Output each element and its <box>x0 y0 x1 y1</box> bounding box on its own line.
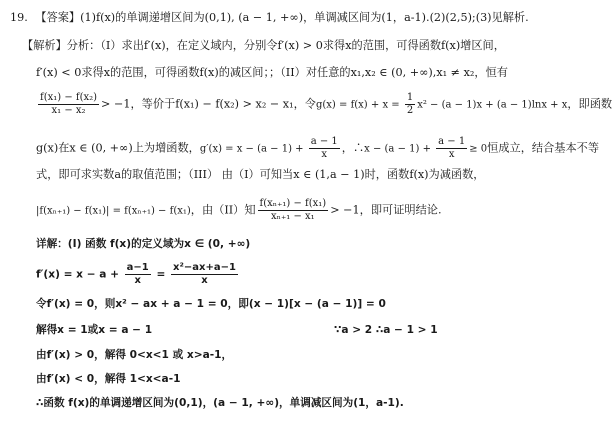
analysis-line-4 <box>36 136 599 161</box>
detail-conclusion: ∴函数 f(x)的单调递增区间为(0,1)，(a − 1, +∞)，单调减区间为(1，a-1). <box>36 397 404 409</box>
fraction-xn-quotient: $\frac{\text{f(xₙ₊₁) − f(x₁)}}{\text{xₙ₊₁ − x₁}}$ <box>259 198 327 222</box>
analysis-text-5: 式，即可求实数a的取值范围；（III） 由（I）可知当x ∈ (1,a − 1)时，函数f(x)为减函数， <box>36 168 485 181</box>
analysis-text-1: 分析：（I）求出f′(x)，在定义域内，分别令f′(x) > 0求得x的范围，可得函数f(x)增区间， <box>66 39 505 52</box>
detail-roots: 解得x = 1或x = a − 1 <box>36 324 153 336</box>
detail-increasing: 由f′(x) > 0，解得 0<x<1 或 x>a-1， <box>36 349 233 361</box>
gt-minus-one-2: > −1 <box>330 203 360 217</box>
line4-end: 恒成立，结合基本不等 <box>487 141 600 155</box>
answer-text: (1)f(x)的单调递增区间为(0,1), (a − 1, +∞)，单调减区间为(1，a-1).(2)(2,5);(3)见解析. <box>80 11 529 24</box>
question-number: 19. <box>10 11 28 24</box>
derivative-lhs: f′(x) = x − a + <box>36 268 123 281</box>
g-definition: g(x) = f(x) + x = <box>315 99 403 111</box>
fraction-inequality: $\frac{a - 1}{x}$ <box>438 136 466 160</box>
detail-line-6 <box>36 372 180 386</box>
derivative-fraction-2: $\frac{\text{x²−ax+a−1}}{x}$ <box>173 262 236 286</box>
detail-line-4-right <box>334 323 438 337</box>
absolute-value-expr: |f(xₙ₊₁) − f(x₁)| = f(xₙ₊₁) − f(x₁) <box>36 205 191 217</box>
detail-line-2 <box>36 262 240 287</box>
answer-label: 【答案】 <box>35 11 81 24</box>
fraction-half: $\frac{1}{2}$ <box>406 92 414 116</box>
from-ii-text: ，由（II）知 <box>190 203 256 217</box>
detail-line-3 <box>36 297 386 311</box>
therefore-symbol: ，∴ <box>341 141 365 155</box>
analysis-text-2: f′(x) < 0求得x的范围，可得函数f(x)的减区间；；（II）对任意的x₁,x₂ ∈ (0, +∞),x₁ ≠ x₂，恒有 <box>36 66 508 79</box>
detail-line-5 <box>36 348 232 362</box>
analysis-label: 【解析】 <box>22 39 67 52</box>
derivative-fraction-1: $\frac{a-1}{x}$ <box>126 262 149 286</box>
analysis-line-3 <box>36 92 612 117</box>
equals-sign: = <box>152 268 170 281</box>
answer-line <box>10 11 529 25</box>
inequality-lhs: x − (a − 1) + <box>364 143 435 155</box>
analysis-line-5 <box>36 168 485 182</box>
detail-line-7 <box>36 396 404 410</box>
detail-condition: ∵a > 2 ∴a − 1 > 1 <box>334 324 438 336</box>
increasing-statement: g(x)在x ∈ (0, +∞)上为增函数， <box>36 141 200 155</box>
fraction-difference-quotient: $\frac{\text{f(x₁) − f(x₂)}}{\text{x₁ − x₂}}$ <box>40 92 98 116</box>
fraction-a-minus-1-over-x: $\frac{a - 1}{x}$ <box>310 136 338 160</box>
analysis-line-2 <box>36 66 508 80</box>
g-definition-rest: x² − (a − 1)x + (a − 1)lnx + x <box>417 99 568 111</box>
line6-end: ，即可证明结论. <box>359 203 442 217</box>
ge-zero: ≥ 0 <box>469 143 488 155</box>
detail-line-1 <box>36 237 250 251</box>
g-derivative: g′(x) = x − (a − 1) + <box>199 143 307 155</box>
detail-decreasing: 由f′(x) < 0，解得 1<x<a-1 <box>36 373 181 385</box>
gt-minus-one: > −1 <box>101 97 131 111</box>
detail-line-4-left <box>36 323 152 337</box>
line3-end: ，即函数 <box>567 97 612 111</box>
analysis-line-6 <box>36 198 442 223</box>
analysis-line-1 <box>22 39 505 53</box>
equivalence-text: ，等价于f(x₁) − f(x₂) > x₂ − x₁，令 <box>130 97 316 111</box>
detail-domain: 详解：(I) 函数 f(x)的定义域为x ∈ (0, +∞) <box>36 238 251 250</box>
detail-factor: 令f′(x) = 0，则x² − ax + a − 1 = 0，即(x − 1)[x − (a − 1)] = 0 <box>36 298 386 310</box>
